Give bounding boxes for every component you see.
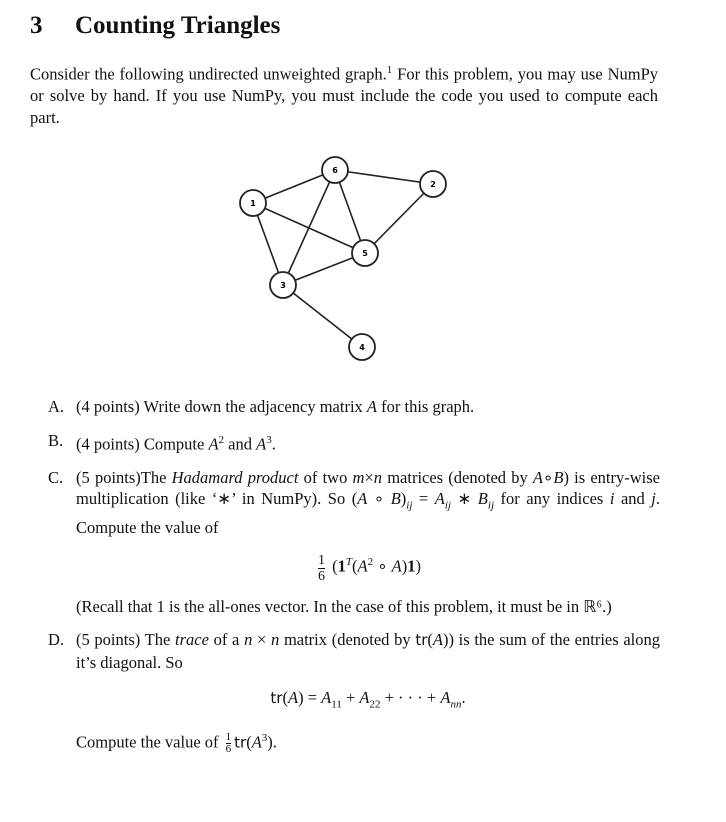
section-title: Counting Triangles bbox=[75, 12, 281, 39]
question-a-text: (4 points) Write down the adjacency matrix bbox=[76, 397, 367, 416]
question-list bbox=[48, 396, 660, 767]
question-d-text3: ) is the sum of the entries along it’s diagonal. So bbox=[76, 630, 660, 672]
graph-node-label-3: 3 bbox=[280, 281, 286, 290]
question-c-text6: . Compute the value of bbox=[76, 489, 660, 537]
question-d-term: trace bbox=[175, 630, 209, 650]
graph-edge-6-2 bbox=[335, 170, 433, 184]
graph-node-label-4: 4 bbox=[359, 343, 365, 352]
intro-text-2: For this problem, you may use NumPy or solve by hand. If you use NumPy, you must include the code you used to compute each part. bbox=[30, 64, 659, 127]
section-number: 3 bbox=[30, 12, 43, 39]
question-a bbox=[48, 396, 660, 418]
question-a-label: A. bbox=[48, 397, 65, 416]
question-d: D. (5 points) The trace of a n × n matrix (denoted by tr(A)) is the sum of the entries along it’s diagonal. So $tr(A) = A_{11} + A_{22}$ + · · · + $A_{nn}$. Compute the value of $\frac{1}{6}$ $tr(A^3)$. bbox=[48, 630, 660, 756]
question-d-label: D. bbox=[48, 630, 65, 650]
question-d-text2: matrix (denoted by bbox=[279, 630, 416, 650]
graph-figure bbox=[0, 0, 726, 380]
graph-node-label-2: 2 bbox=[430, 180, 436, 189]
question-c-text3: ) is entry-wise multiplication (like ‘∗’ in NumPy). So bbox=[76, 467, 660, 508]
footnote-marker: 1 bbox=[386, 64, 393, 76]
question-d-compute-text: Compute the value of bbox=[76, 732, 223, 752]
graph-edge-3-4 bbox=[283, 285, 362, 347]
question-c-points: (5 points)The bbox=[76, 467, 172, 487]
question-d-compute: Compute the value of $\frac{1}{6}$ $tr(A^3)$. bbox=[76, 731, 277, 756]
question-d-text1: of a bbox=[208, 630, 245, 650]
question-a-var: A bbox=[366, 397, 377, 416]
question-c-recall: (Recall that 1 is the all-ones vector. In the case of this problem, it must be in ℝ⁶.) bbox=[76, 596, 612, 616]
question-c-text4: for any indices bbox=[494, 489, 610, 508]
question-c-text1: of two bbox=[298, 467, 353, 487]
graph-node-label-5: 5 bbox=[362, 249, 368, 258]
question-b-text: (4 points) Compute bbox=[76, 434, 209, 453]
graph-node-label-6: 6 bbox=[332, 166, 338, 175]
graph-edge-2-5 bbox=[365, 184, 433, 253]
question-c-formula: $\frac{1}{6}$ ($1^T(A^2$ ∘ A)1) bbox=[317, 552, 422, 584]
question-a-text-end: for this graph. bbox=[377, 397, 475, 416]
question-c-term: Hadamard product bbox=[171, 467, 299, 487]
question-b-label: B. bbox=[48, 430, 64, 450]
question-d-formula: $tr(A) = A_{11} + A_{22}$ + · · · + $A_{nn}$. bbox=[270, 688, 466, 711]
intro-text-1: Consider the following undirected unweighted graph. bbox=[30, 64, 387, 84]
graph-node-label-1: 1 bbox=[250, 199, 256, 208]
question-b: B. (4 points) Compute $A^2$ and $A^3$. bbox=[48, 430, 276, 453]
question-c-text5: and bbox=[614, 489, 652, 508]
question-d-points: (5 points) The bbox=[76, 630, 176, 650]
question-c-text2: matrices (denoted by bbox=[382, 467, 533, 487]
question-c: C. (5 points)The Hadamard product of two m×n matrices (denoted by A∘B) is entry-wise multiplication (like ‘∗’ in NumPy). So (A ∘ $B)_{ij} = A_{ij}$ ∗ $B_{ij}$ for any indices i and j. Compute the value of $\frac{1}{6}$ ($1^T(A^2$ ∘ A)1) (Recall that 1 is the all-ones vector. In the case of this problem, it must be in ℝ⁶.) bbox=[48, 467, 660, 616]
question-c-label: C. bbox=[48, 467, 64, 487]
